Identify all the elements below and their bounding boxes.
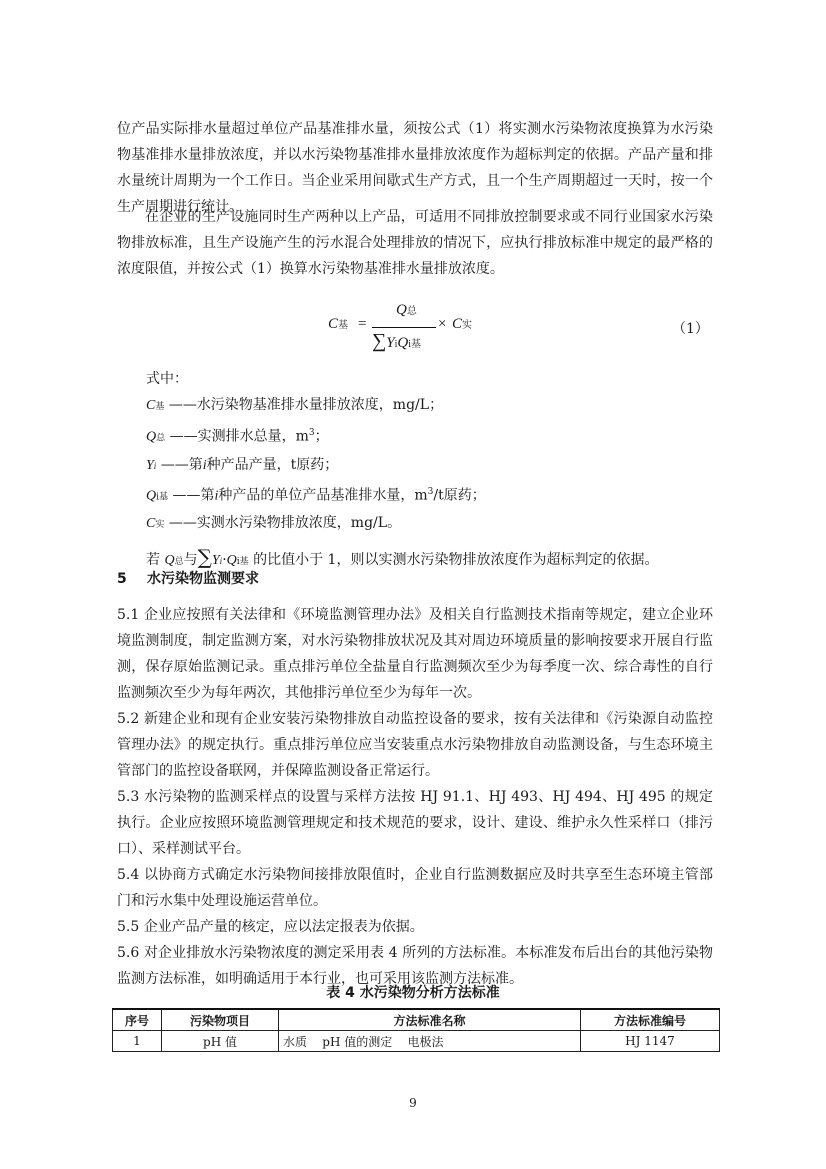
formula-definitions: 式中： C基 ——水污染物基准排水量排放浓度，mg/L； Q总 ——实测排水总量，$m^3$； Yi ——第i种产品产量，t原药； Qi基 ——第i种产品的单位产品基准排水量，$m^3/t$原药； C实 ——实测水污染物排放浓度，mg/L。 若 Q总与∑Yi·Qi基 的比值小于 1，则以实测水污染物排放浓度作为超标判定的依据。	[146, 371, 659, 570]
section-5-heading: 5 水污染物监测要求	[117, 571, 259, 587]
cell-method-code: HJ 1147	[581, 1031, 720, 1052]
table-4-caption: 表 4 水污染物分析方法标准	[326, 985, 500, 1001]
clause-5-1: 5.1 企业应按照有关法律和《环境监测管理办法》及相关自行监测技术指南等规定，建立企业环境监测制度，制定监测方案，对水污染物排放状况及其对周边环境质量的影响按要求开展自行监测，保存原始监测记录。重点排污单位全盐量自行监测频次至少为每季度一次、综合毒性的自行监测频次至少为每年两次，其他排污单位至少为每年一次。	[117, 607, 713, 701]
clause-5-4: 5.4 以协商方式确定水污染物间接排放限值时，企业自行监测数据应及时共享至生态环境主管部门和污水集中处理设施运营单位。	[117, 867, 713, 909]
equation-number: （1）	[672, 321, 709, 337]
clause-5-3: 5.3 水污染物的监测采样点的设置与采样方法按 HJ 91.1、HJ 493、HJ 494、HJ 495 的规定执行。企业应按照环境监测管理规定和技术规范的要求，设计、建设、维护永久性采样口（排污口）、采样测试平台。	[117, 789, 713, 857]
formula-1: C基 = Q总 ∑YiQi基 × C实	[328, 302, 473, 352]
col-header-method-code: 方法标准编号	[581, 1009, 720, 1031]
table-header-row	[113, 1009, 720, 1031]
col-header-pollutant: 污染物项目	[162, 1009, 279, 1031]
clause-5-2: 5.2 新建企业和现有企业安装污染物排放自动监控设备的要求，按有关法律和《污染源自动监控管理办法》的规定执行。重点排污单位应当安装重点水污染物排放自动监测设备，与生态环境主管部门的监控设备联网，并保障监测设备正常运行。	[117, 711, 713, 779]
cell-index: 1	[113, 1031, 162, 1052]
page-number: 9	[409, 1096, 417, 1110]
clause-5-5: 5.5 企业产品产量的核定，应以法定报表为依据。	[117, 919, 424, 935]
col-header-index: 序号	[113, 1009, 162, 1031]
col-header-method-name: 方法标准名称	[279, 1009, 581, 1031]
table-row	[113, 1031, 720, 1052]
clause-5-6: 5.6 对企业排放水污染物浓度的测定采用表 4 所列的方法标准。本标准发布后出台的其他污染物监测方法标准，如明确适用于本行业，也可采用该监测方法标准。	[117, 945, 713, 987]
table-4	[112, 1008, 720, 1052]
cell-method-name: 水质 pH 值的测定 电极法	[279, 1031, 581, 1052]
cell-pollutant: pH 值	[162, 1031, 279, 1052]
paragraph-multi-product: 在企业的生产设施同时生产两种以上产品，可适用不同排放控制要求或不同行业国家水污染物排放标准，且生产设施产生的污水混合处理排放的情况下，应执行排放标准中规定的最严格的浓度限值，并按公式（1）换算水污染物基准排水量排放浓度。	[117, 209, 713, 277]
paragraph-conversion-rule: 位产品实际排水量超过单位产品基准排水量，须按公式（1）将实测水污染物浓度换算为水污染物基准排水量排放浓度，并以水污染物基准排水量排放浓度作为超标判定的依据。产品产量和排水量统计周期为一个工作日。当企业采用间歇式生产方式，且一个生产周期超过一天时，按一个生产周期进行统计。	[117, 121, 713, 215]
